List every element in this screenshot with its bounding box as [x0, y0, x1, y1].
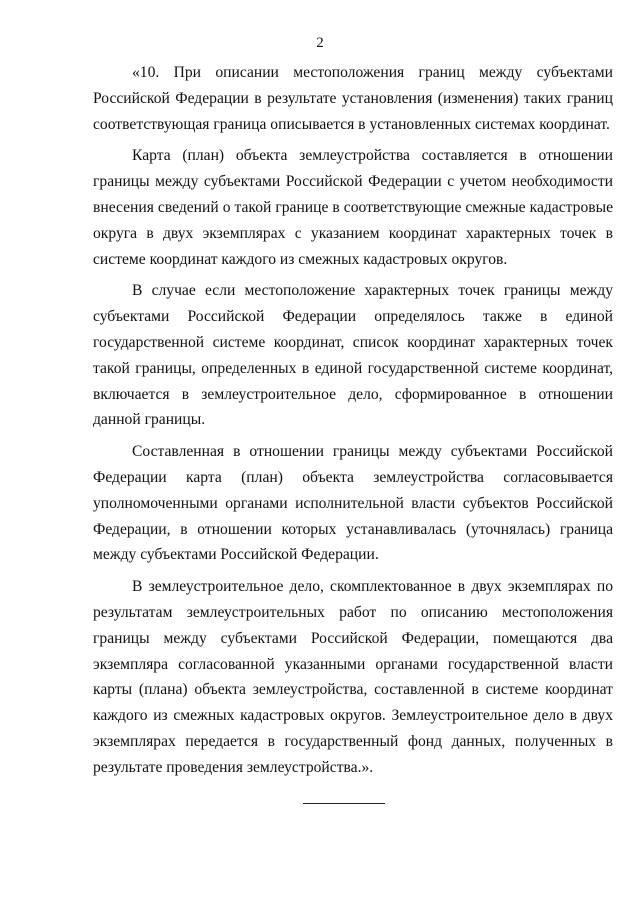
paragraph-4: Составленная в отношении границы между субъектами Российской Федерации карта (план) объекта землеустройства согласовывается уполномоченными органами исполнительной власти субъектов Российской Федерации, в отношении которых устанавливалась (уточнялась) граница между субъектами Российской Федерации.	[93, 443, 613, 564]
page-number: 2	[316, 35, 324, 51]
paragraph-2: Карта (план) объекта землеустройства составляется в отношении границы между субъектами Российской Федерации с учетом необходимости внесения сведений о такой границе в соответствующие смежные кадастровые округа в двух экземплярах с указанием координат характерных точек в системе координат каждого из смежных кадастровых округов.	[93, 147, 613, 268]
closing-divider	[303, 803, 385, 804]
document-body	[93, 60, 613, 804]
paragraph-5: В землеустроительное дело, скомплектованное в двух экземплярах по результатам землеустроительных работ по описанию местоположения границы между субъектами Российской Федерации, помещаются два экземпляра согласованной указанными органами государственной власти карты (плана) объекта землеустройства, составленной в системе координат каждого из смежных кадастровых округов. Землеустроительное дело в двух экземплярах передается в государственный фонд данных, полученных в результате проведения землеустройства.».	[93, 578, 613, 776]
paragraph-1: «10. При описании местоположения границ между субъектами Российской Федерации в результате установления (изменения) таких границ соответствующая граница описывается в установленных системах координат.	[93, 64, 613, 133]
paragraph-3: В случае если местоположение характерных точек границы между субъектами Российской Федерации определялось также в единой государственной системе координат, список координат характерных точек такой границы, определенных в единой государственной системе координат, включается в землеустроительное дело, сформированное в отношении данной границы.	[93, 282, 613, 429]
